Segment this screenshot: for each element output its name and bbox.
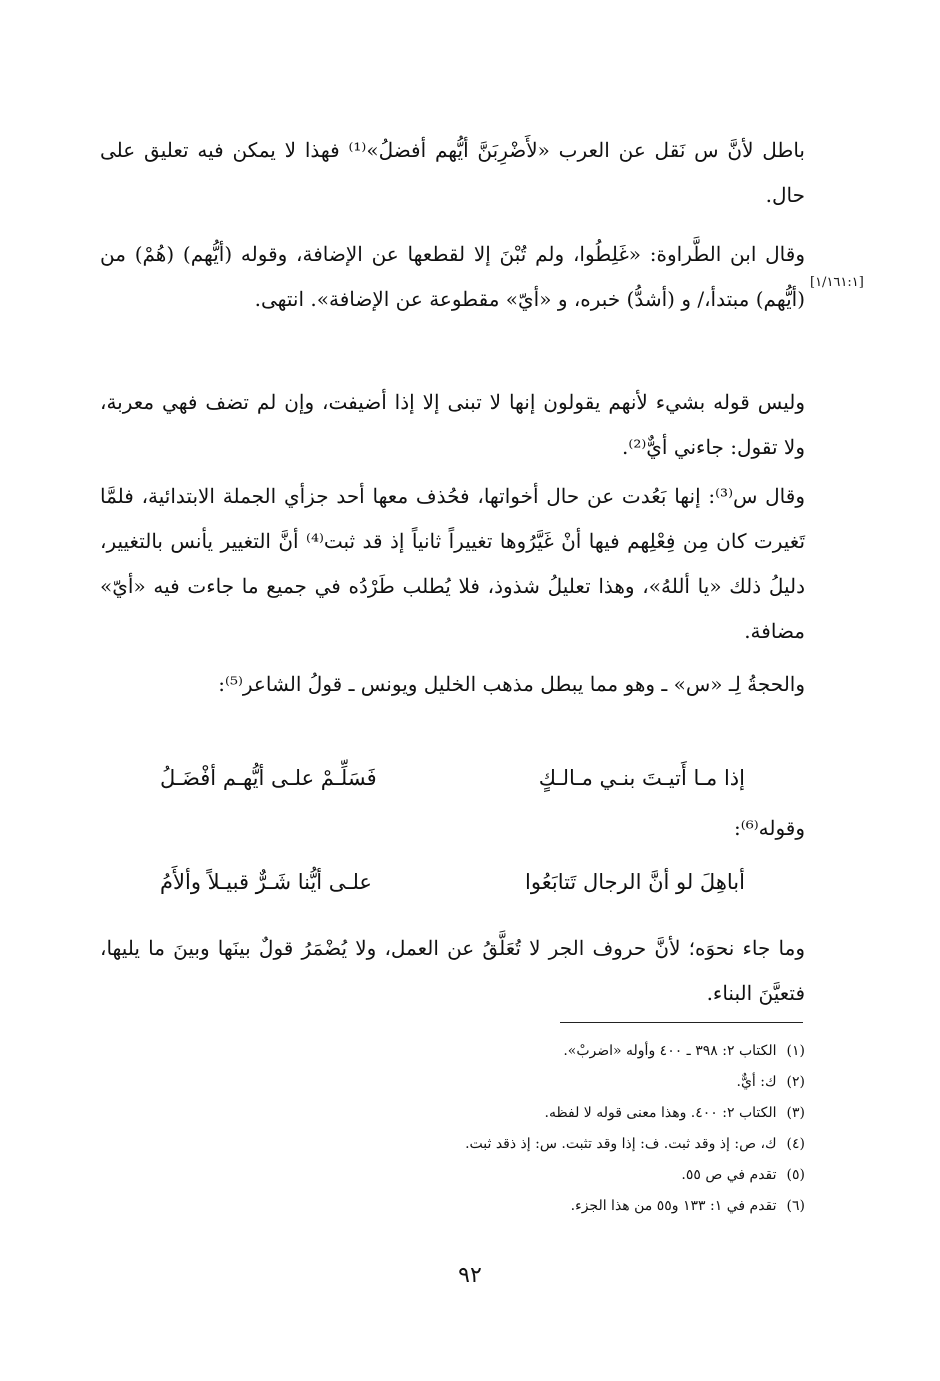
paragraph-6: وما جاء نحوَه؛ لأنَّ حروف الجر لا تُعَلَّقُ عن العمل، ولا يُضْمَرُ قولٌ بينَها وبينَ ما يليها، فتعيَّنَ البناء. <box>100 936 805 1005</box>
footnote-3 <box>285 1098 805 1129</box>
footnote-number: (٤) <box>786 1136 805 1152</box>
footnote-4 <box>285 1129 805 1160</box>
footnote-text: ك، ص: إذ وقد ثبت. ف: إذا وقد تثبت. س: إذ ذقد ثبت. <box>465 1136 777 1152</box>
footnote-divider <box>560 1022 803 1023</box>
paragraph-3: وليس قوله بشيء لأنهم يقولون إنها لا تبنى إلا إذا أضيفت، وإن لم تضف فهي معربة، ولا تقول: جاءني أيٌّ⁽²⁾. <box>100 390 805 459</box>
verse-1 <box>160 766 745 790</box>
paragraph-2: وقال ابن الطَّراوة: «غَلِطُوا، ولم تُبْنَ إلا لقطعها عن الإضافة، وقوله (أيُّهم) (هُمْ) من (أيُّهم) مبتدأ،/ و (أشدُّ) خبره، و «أيّ» مقطوعة عن الإضافة». انتهى. <box>100 242 805 311</box>
verse-1-second-hemistich: فَسَلِّـمْ علـى أيُّهـم أفْضَـلُ <box>160 766 377 790</box>
footnote-number: (٥) <box>786 1167 805 1183</box>
verse-2-second-hemistich: علـى أيُّنا شَـرٌّ قبيـلاً وألأَمُ <box>160 870 372 894</box>
footnote-2 <box>285 1067 805 1098</box>
verse-1-first-hemistich: إذا مـا أَتيـتَ بنـي مـالـكٍ <box>538 766 745 790</box>
page-number: ٩٢ <box>458 1263 482 1288</box>
footnote-text: الكتاب ٢: ٣٩٨ ـ ٤٠٠ وأوله «اضربْ». <box>563 1043 777 1059</box>
footnote-1 <box>285 1036 805 1067</box>
footnote-6 <box>285 1191 805 1222</box>
margin-reference: [١/١٦١:١] <box>810 275 864 290</box>
footnote-number: (٣) <box>786 1105 805 1121</box>
footnote-number: (٦) <box>786 1198 805 1214</box>
footnote-number: (١) <box>786 1043 805 1059</box>
footnote-text: تقدم في ص ٥٥. <box>681 1167 777 1183</box>
footnote-text: ك: أيٌّ. <box>736 1074 777 1090</box>
footnote-number: (٢) <box>786 1074 805 1090</box>
verse-2 <box>160 870 745 894</box>
footnote-5 <box>285 1160 805 1191</box>
footnote-text: تقدم في ١: ١٣٣ و٥٥ من هذا الجزء. <box>570 1198 777 1214</box>
paragraph-4: وقال س⁽³⁾: إنها بَعُدت عن حال أخواتها، فحُذف معها أحد جزأي الجملة الابتدائية، فلمَّا تَغيرت كان مِن فِعْلِهم فيها أنْ غَيَّرُوها تغييراً ثانياً إذ قد ثبت⁽⁴⁾ أنَّ التغيير يأنس بالتغيير، دليلُ ذلك «يا أللهُ»، وهذا تعليلُ شذوذ، فلا يُطلب طَرْدُه في جميع ما جاءت فيه «أيّ» مضافة. <box>100 484 806 643</box>
paragraph-5: والحجةُ لِـ «س» ـ وهو مما يبطل مذهب الخليل ويونس ـ قولُ الشاعر⁽⁵⁾: <box>218 672 805 696</box>
footnotes <box>285 1036 805 1222</box>
paragraph-1: باطل لأنَّ س نَقل عن العرب «لأَضْرِبَنَّ أيُّهم أفضلُ»⁽¹⁾ فهذا لا يمكن فيه تعليق على حال. <box>100 138 805 207</box>
footnote-text: الكتاب ٢: ٤٠٠. وهذا معنى قوله لا لفظه. <box>544 1105 777 1121</box>
verse-intro: وقوله⁽⁶⁾: <box>734 816 805 840</box>
verse-2-first-hemistich: أباهِلَ لو أنَّ الرجال تَتابَعُوا <box>525 870 745 894</box>
